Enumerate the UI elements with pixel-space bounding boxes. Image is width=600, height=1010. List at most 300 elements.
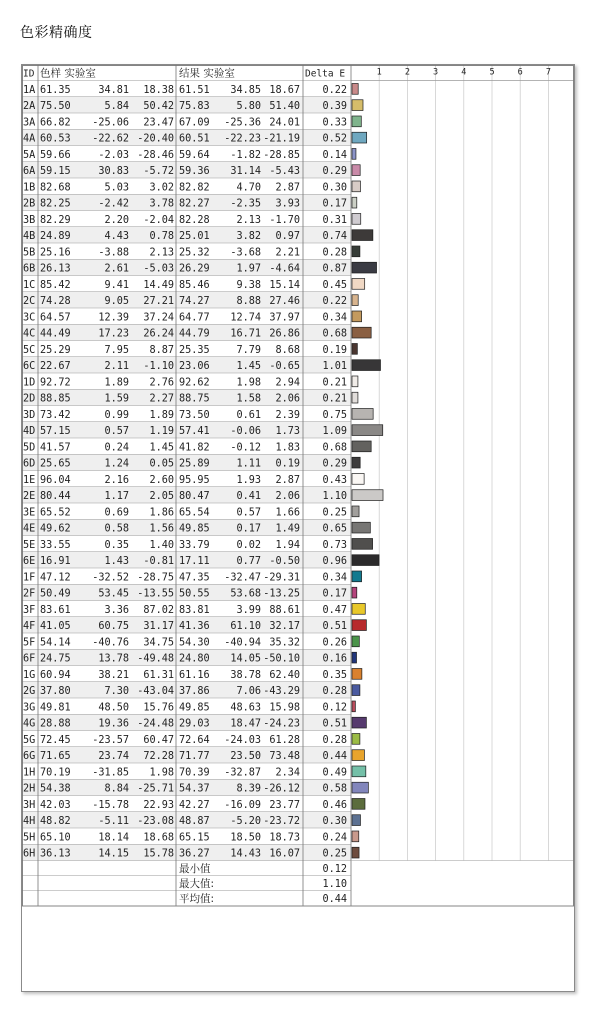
cell-result-a: 7.79 xyxy=(236,344,261,356)
cell-id: 3C xyxy=(23,312,36,324)
cell-result-l: 73.50 xyxy=(179,409,210,421)
cell-target-l: 60.94 xyxy=(40,669,71,681)
cell-delta-e: 0.33 xyxy=(322,117,347,129)
cell-id: 6E xyxy=(23,556,36,567)
cell-result-a: 18.50 xyxy=(230,832,261,844)
cell-result-l: 50.55 xyxy=(179,588,210,600)
axis-tick-label: 3 xyxy=(433,67,439,78)
cell-result-a: -5.20 xyxy=(230,816,261,827)
cell-target-a: 4.43 xyxy=(104,231,129,242)
cell-result-b: 2.06 xyxy=(275,393,300,405)
cell-delta-e: 0.22 xyxy=(322,84,347,96)
cell-delta-e: 0.34 xyxy=(322,312,347,324)
cell-result-a: 23.50 xyxy=(230,751,261,762)
cell-result-l: 26.29 xyxy=(179,263,210,275)
delta-bar xyxy=(352,831,359,842)
cell-result-l: 41.82 xyxy=(179,442,210,454)
cell-target-a: 7.30 xyxy=(104,686,129,697)
cell-target-a: 23.74 xyxy=(98,751,129,762)
cell-target-l: 24.75 xyxy=(40,653,71,665)
cell-id: 4F xyxy=(23,621,36,632)
cell-target-b: 60.47 xyxy=(143,734,174,746)
cell-target-a: -31.85 xyxy=(92,767,129,779)
cell-id: 5B xyxy=(23,247,36,259)
cell-target-b: -1.10 xyxy=(143,361,174,372)
cell-target-l: 37.80 xyxy=(40,686,71,697)
cell-result-b: 15.98 xyxy=(269,702,300,714)
cell-id: 1F xyxy=(23,572,36,584)
cell-result-l: 82.28 xyxy=(179,214,210,226)
cell-result-a: -32.47 xyxy=(224,572,261,584)
cell-result-b: -50.10 xyxy=(263,653,300,665)
cell-target-b: -28.75 xyxy=(137,572,174,584)
cell-result-a: -32.87 xyxy=(224,767,261,779)
cell-result-b: -0.65 xyxy=(269,361,300,372)
cell-result-a: 0.61 xyxy=(236,409,261,421)
cell-target-l: 65.10 xyxy=(40,832,71,844)
cell-target-b: 2.76 xyxy=(149,377,174,389)
cell-id: 2E xyxy=(23,491,36,502)
cell-result-b: 32.17 xyxy=(269,621,300,632)
delta-bar xyxy=(352,506,359,517)
delta-bar xyxy=(352,750,364,761)
delta-bar xyxy=(352,701,355,712)
cell-id: 1A xyxy=(23,84,36,96)
cell-id: 1C xyxy=(23,279,36,291)
cell-target-b: -28.46 xyxy=(137,149,174,161)
delta-bar xyxy=(352,474,364,485)
cell-delta-e: 0.28 xyxy=(322,686,347,697)
cell-delta-e: 0.19 xyxy=(322,344,347,356)
cell-id: 6A xyxy=(23,166,36,177)
cell-result-a: 31.14 xyxy=(230,166,261,177)
cell-id: 5F xyxy=(23,637,36,649)
delta-bar xyxy=(352,311,362,322)
cell-result-l: 29.03 xyxy=(179,718,210,730)
cell-result-l: 17.11 xyxy=(179,556,210,567)
cell-target-b: 0.78 xyxy=(149,231,174,242)
cell-id: 2A xyxy=(23,101,36,112)
cell-target-l: 24.89 xyxy=(40,231,71,242)
cell-id: 3F xyxy=(23,604,36,616)
cell-result-b: 18.73 xyxy=(269,832,300,844)
cell-target-a: -25.06 xyxy=(92,117,129,129)
cell-id: 4G xyxy=(23,718,36,730)
cell-delta-e: 0.30 xyxy=(322,182,347,194)
cell-target-a: 18.14 xyxy=(98,832,129,844)
cell-delta-e: 0.21 xyxy=(322,377,347,389)
cell-target-b: 27.21 xyxy=(143,296,174,307)
cell-target-l: 92.72 xyxy=(40,377,71,389)
cell-id: 1B xyxy=(23,182,36,194)
cell-result-b: 37.97 xyxy=(269,312,300,324)
cell-target-l: 54.38 xyxy=(40,783,71,795)
cell-delta-e: 0.68 xyxy=(322,442,347,454)
cell-result-b: 88.61 xyxy=(269,604,300,616)
cell-result-l: 25.89 xyxy=(179,458,210,470)
cell-result-l: 82.27 xyxy=(179,198,210,210)
cell-result-b: -43.29 xyxy=(263,686,300,697)
cell-target-a: 60.75 xyxy=(98,621,129,632)
cell-result-b: 0.19 xyxy=(275,458,300,470)
cell-id: 5E xyxy=(23,539,36,551)
delta-bar xyxy=(352,571,362,582)
cell-result-b: -29.31 xyxy=(263,572,300,584)
cell-target-l: 25.29 xyxy=(40,344,71,356)
cell-target-b: 3.02 xyxy=(149,182,174,194)
cell-result-b: 1.49 xyxy=(275,523,300,535)
cell-target-a: 2.61 xyxy=(104,263,129,275)
delta-bar xyxy=(352,246,360,257)
cell-delta-e: 0.51 xyxy=(322,621,347,632)
cell-delta-e: 0.28 xyxy=(322,247,347,259)
delta-bar xyxy=(352,522,370,533)
cell-result-l: 54.37 xyxy=(179,783,210,795)
delta-bar xyxy=(352,132,367,143)
color-accuracy-chart xyxy=(22,65,574,991)
cell-result-b: 2.21 xyxy=(275,247,300,259)
cell-result-a: -2.35 xyxy=(230,198,261,210)
summary-value: 1.10 xyxy=(322,879,347,890)
cell-result-l: 37.86 xyxy=(179,686,210,697)
cell-id: 6H xyxy=(23,848,36,860)
delta-bar xyxy=(352,685,360,696)
cell-target-l: 73.42 xyxy=(40,409,71,421)
cell-delta-e: 0.22 xyxy=(322,296,347,307)
cell-target-a: -23.57 xyxy=(92,734,129,746)
cell-id: 5C xyxy=(23,344,36,356)
cell-result-l: 82.82 xyxy=(179,182,210,194)
cell-target-b: 18.38 xyxy=(143,84,174,96)
cell-target-b: 72.28 xyxy=(143,751,174,762)
cell-result-b: 23.77 xyxy=(269,799,300,811)
delta-bar xyxy=(352,181,360,192)
cell-result-b: 73.48 xyxy=(269,751,300,762)
cell-delta-e: 0.46 xyxy=(322,799,347,811)
delta-bar xyxy=(352,214,361,225)
cell-result-l: 25.01 xyxy=(179,231,210,242)
cell-result-a: 14.05 xyxy=(230,653,261,665)
cell-target-b: 1.86 xyxy=(149,507,174,519)
cell-target-b: 2.60 xyxy=(149,474,174,486)
cell-target-l: 71.65 xyxy=(40,751,71,762)
delta-bar xyxy=(352,360,380,371)
cell-result-b: 2.87 xyxy=(275,182,300,194)
cell-id: 3D xyxy=(23,409,36,421)
cell-result-b: 1.83 xyxy=(275,442,300,454)
cell-target-a: 2.11 xyxy=(104,361,129,372)
cell-delta-e: 0.51 xyxy=(322,718,347,730)
cell-result-a: -16.09 xyxy=(224,799,261,811)
cell-target-a: 7.95 xyxy=(104,344,129,356)
cell-delta-e: 0.75 xyxy=(322,409,347,421)
delta-bar xyxy=(352,604,365,615)
cell-target-b: -5.72 xyxy=(143,166,174,177)
cell-result-a: 1.58 xyxy=(236,393,261,405)
cell-target-l: 47.12 xyxy=(40,572,71,584)
cell-result-a: 1.11 xyxy=(236,458,261,470)
cell-result-a: 18.47 xyxy=(230,718,261,730)
cell-target-b: 8.87 xyxy=(149,344,174,356)
cell-target-b: 34.75 xyxy=(143,637,174,649)
cell-id: 4C xyxy=(23,328,36,340)
cell-target-l: 49.81 xyxy=(40,702,71,714)
cell-result-b: 2.87 xyxy=(275,474,300,486)
cell-id: 2H xyxy=(23,783,36,795)
delta-bar xyxy=(352,490,383,501)
cell-target-a: 30.83 xyxy=(98,166,129,177)
cell-delta-e: 0.45 xyxy=(322,279,347,291)
cell-result-a: 1.97 xyxy=(236,263,261,275)
cell-target-b: -2.04 xyxy=(143,214,174,226)
cell-result-b: 15.14 xyxy=(269,279,300,291)
cell-target-l: 64.57 xyxy=(40,312,71,324)
cell-target-a: 48.50 xyxy=(98,702,129,714)
cell-delta-e: 0.74 xyxy=(322,231,347,242)
cell-result-l: 48.87 xyxy=(179,816,210,827)
cell-target-l: 44.49 xyxy=(40,328,71,340)
cell-id: 1D xyxy=(23,377,36,389)
cell-result-l: 49.85 xyxy=(179,702,210,714)
cell-target-l: 25.65 xyxy=(40,458,71,470)
cell-target-l: 72.45 xyxy=(40,734,71,746)
cell-delta-e: 0.58 xyxy=(322,783,347,795)
delta-bar xyxy=(352,100,363,111)
cell-result-l: 74.27 xyxy=(179,296,210,307)
axis-tick-label: 5 xyxy=(489,67,495,78)
cell-result-a: 7.06 xyxy=(236,686,261,697)
cell-delta-e: 0.49 xyxy=(322,767,347,779)
cell-id: 5A xyxy=(23,149,36,161)
cell-result-b: 8.68 xyxy=(275,344,300,356)
summary-label: 平均值: xyxy=(179,893,215,905)
cell-result-a: 0.41 xyxy=(236,491,261,502)
cell-result-l: 61.16 xyxy=(179,669,210,681)
cell-target-b: 0.05 xyxy=(149,458,174,470)
cell-result-a: 1.98 xyxy=(236,377,261,389)
cell-id: 3B xyxy=(23,214,36,226)
cell-result-b: 26.86 xyxy=(269,328,300,340)
cell-target-l: 16.91 xyxy=(40,556,71,567)
cell-target-b: -5.03 xyxy=(143,263,174,275)
cell-target-a: 9.05 xyxy=(104,296,129,307)
cell-target-l: 61.35 xyxy=(40,84,71,96)
cell-result-a: 0.77 xyxy=(236,556,261,567)
color-accuracy-report xyxy=(21,64,575,992)
cell-delta-e: 0.24 xyxy=(322,832,347,844)
cell-target-l: 60.53 xyxy=(40,133,71,145)
cell-result-l: 60.51 xyxy=(179,133,210,145)
cell-result-a: 5.80 xyxy=(236,101,261,112)
cell-result-l: 59.64 xyxy=(179,149,210,161)
cell-id: 4D xyxy=(23,426,36,437)
cell-result-a: 3.99 xyxy=(236,604,261,616)
cell-target-b: 61.31 xyxy=(143,669,174,681)
cell-target-b: -0.81 xyxy=(143,556,174,567)
cell-target-a: 17.23 xyxy=(98,328,129,340)
cell-result-l: 95.95 xyxy=(179,474,210,486)
cell-target-a: 5.84 xyxy=(104,101,129,112)
cell-result-l: 25.32 xyxy=(179,247,210,259)
cell-result-a: 16.71 xyxy=(230,328,261,340)
cell-target-a: -15.78 xyxy=(92,799,129,811)
cell-result-a: 14.43 xyxy=(230,848,261,860)
cell-delta-e: 0.68 xyxy=(322,328,347,340)
delta-bar xyxy=(352,847,359,858)
cell-result-l: 47.35 xyxy=(179,572,210,584)
cell-result-a: 1.45 xyxy=(236,361,261,372)
cell-target-a: 13.78 xyxy=(98,653,129,665)
cell-target-b: -24.48 xyxy=(137,718,174,730)
cell-result-l: 67.09 xyxy=(179,117,210,129)
cell-target-b: 15.76 xyxy=(143,702,174,714)
axis-tick-label: 2 xyxy=(404,67,410,78)
cell-delta-e: 0.65 xyxy=(322,523,347,535)
cell-result-l: 23.06 xyxy=(179,361,210,372)
cell-result-b: -1.70 xyxy=(269,214,300,226)
cell-delta-e: 0.14 xyxy=(322,149,347,161)
cell-result-l: 83.81 xyxy=(179,604,210,616)
cell-delta-e: 0.26 xyxy=(322,637,347,649)
cell-result-a: -3.68 xyxy=(230,247,261,259)
cell-delta-e: 0.35 xyxy=(322,669,347,681)
cell-target-b: 1.56 xyxy=(149,523,174,535)
cell-result-a: 53.68 xyxy=(230,588,261,600)
cell-result-b: 1.66 xyxy=(275,507,300,519)
delta-bar xyxy=(352,344,357,355)
cell-result-l: 88.75 xyxy=(179,393,210,405)
cell-target-a: 5.03 xyxy=(104,182,129,194)
cell-target-b: 14.49 xyxy=(143,279,174,291)
cell-result-l: 59.36 xyxy=(179,166,210,177)
cell-id: 6G xyxy=(23,751,36,762)
axis-tick-label: 6 xyxy=(517,67,523,78)
cell-result-l: 64.77 xyxy=(179,312,210,324)
cell-result-b: -26.12 xyxy=(263,783,300,795)
cell-target-l: 83.61 xyxy=(40,604,71,616)
cell-result-b: 16.07 xyxy=(269,848,300,860)
cell-target-a: 0.58 xyxy=(104,523,129,535)
cell-result-a: 9.38 xyxy=(236,279,261,291)
cell-result-l: 44.79 xyxy=(179,328,210,340)
cell-result-b: 2.06 xyxy=(275,491,300,502)
cell-id: 2B xyxy=(23,198,36,210)
axis-tick-label: 1 xyxy=(376,67,382,78)
delta-bar xyxy=(352,539,373,550)
cell-result-b: 0.97 xyxy=(275,231,300,242)
cell-target-a: -2.42 xyxy=(98,198,129,210)
cell-target-b: -25.71 xyxy=(137,783,174,795)
cell-target-a: 1.17 xyxy=(104,491,129,502)
cell-result-a: -40.94 xyxy=(224,637,261,649)
cell-target-b: 3.78 xyxy=(149,198,174,210)
cell-delta-e: 0.21 xyxy=(322,393,347,405)
cell-delta-e: 1.01 xyxy=(322,361,347,372)
cell-result-b: 1.73 xyxy=(275,426,300,437)
delta-bar xyxy=(352,295,358,306)
cell-target-a: 0.35 xyxy=(104,539,129,551)
header-delta-e: Delta E xyxy=(305,68,346,80)
cell-delta-e: 1.10 xyxy=(322,491,347,502)
delta-bar xyxy=(352,669,362,680)
cell-target-l: 22.67 xyxy=(40,361,71,372)
axis-tick-label: 7 xyxy=(545,67,551,78)
cell-target-l: 80.44 xyxy=(40,491,71,502)
cell-result-b: -5.43 xyxy=(269,166,300,177)
cell-target-a: -32.52 xyxy=(92,572,129,584)
delta-bar xyxy=(352,392,358,403)
cell-target-b: -20.40 xyxy=(137,133,174,145)
cell-id: 2G xyxy=(23,686,36,697)
cell-result-l: 65.54 xyxy=(179,507,210,519)
cell-target-a: 19.36 xyxy=(98,718,129,730)
cell-delta-e: 0.43 xyxy=(322,474,347,486)
delta-bar xyxy=(352,555,379,566)
cell-result-a: 38.78 xyxy=(230,669,261,681)
cell-result-a: -24.03 xyxy=(224,734,261,746)
delta-bar xyxy=(352,230,373,241)
cell-target-a: 14.15 xyxy=(98,848,129,860)
cell-result-a: 61.10 xyxy=(230,621,261,632)
cell-id: 6C xyxy=(23,361,36,372)
cell-id: 2F xyxy=(23,588,36,600)
delta-bar xyxy=(352,279,365,290)
cell-target-a: 3.36 xyxy=(104,604,129,616)
summary-value: 0.44 xyxy=(322,894,347,905)
cell-id: 6D xyxy=(23,458,36,470)
cell-delta-e: 0.39 xyxy=(322,101,347,112)
cell-target-l: 28.88 xyxy=(40,718,71,730)
cell-result-a: 8.39 xyxy=(236,783,261,795)
delta-bar xyxy=(352,327,371,338)
cell-target-l: 33.55 xyxy=(40,539,71,551)
cell-result-l: 70.39 xyxy=(179,767,210,779)
cell-id: 5G xyxy=(23,734,36,746)
cell-result-b: 27.46 xyxy=(269,296,300,307)
cell-result-a: -25.36 xyxy=(224,117,261,129)
cell-target-l: 82.25 xyxy=(40,198,71,210)
cell-target-a: 8.84 xyxy=(104,783,129,795)
cell-target-a: 2.16 xyxy=(104,474,129,486)
cell-target-b: 1.40 xyxy=(149,539,174,551)
delta-bar xyxy=(352,799,365,810)
cell-target-b: 1.89 xyxy=(149,409,174,421)
cell-result-a: -22.23 xyxy=(224,133,261,145)
cell-delta-e: 0.29 xyxy=(322,166,347,177)
cell-id: 2C xyxy=(23,296,36,307)
delta-bar xyxy=(352,734,360,745)
cell-delta-e: 0.16 xyxy=(322,653,347,665)
cell-target-l: 42.03 xyxy=(40,799,71,811)
cell-result-a: 1.93 xyxy=(236,474,261,486)
cell-target-a: -40.76 xyxy=(92,637,129,649)
cell-target-l: 57.15 xyxy=(40,426,71,437)
cell-target-b: 23.47 xyxy=(143,117,174,129)
cell-target-b: 1.98 xyxy=(149,767,174,779)
cell-result-b: 61.28 xyxy=(269,734,300,746)
cell-result-b: 35.32 xyxy=(269,637,300,649)
cell-id: 5H xyxy=(23,832,36,844)
cell-delta-e: 0.96 xyxy=(322,556,347,567)
cell-result-b: -0.50 xyxy=(269,556,300,567)
cell-delta-e: 0.25 xyxy=(322,507,347,519)
cell-target-a: 38.21 xyxy=(98,669,129,681)
cell-delta-e: 0.29 xyxy=(322,458,347,470)
cell-target-b: 1.19 xyxy=(149,426,174,437)
cell-target-b: -13.55 xyxy=(137,588,174,600)
cell-result-l: 24.80 xyxy=(179,653,210,665)
cell-target-a: 9.41 xyxy=(104,279,129,291)
